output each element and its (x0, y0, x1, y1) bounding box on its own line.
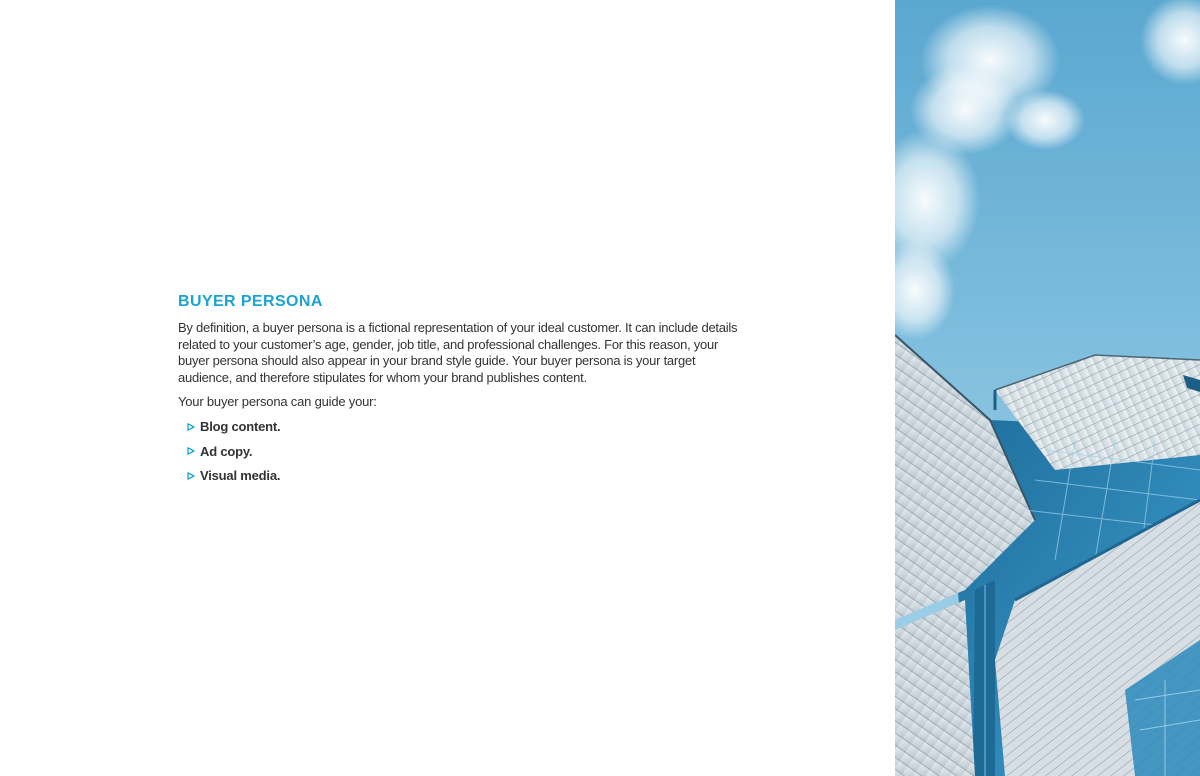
list-item (187, 419, 738, 435)
building-and-sky-photo (895, 0, 1200, 776)
guide-list (178, 419, 738, 484)
triangle-arrow-icon (187, 443, 199, 459)
list-item (187, 468, 738, 484)
list-item (187, 443, 738, 459)
definition-paragraph: By definition, a buyer persona is a fictional representation of your ideal customer. It can include details related to your customer’s age, gender, job title, and professional challenges. For this reason, your buyer persona should also appear in your brand style guide. Your buyer persona is your target audience, and therefore stipulates for whom your brand publishes content. (178, 320, 738, 385)
triangle-arrow-icon (187, 468, 199, 484)
section-heading: BUYER PERSONA (178, 293, 323, 310)
triangle-arrow-icon (187, 419, 199, 435)
list-item-label: Visual media. (200, 468, 281, 484)
list-item-label: Ad copy. (200, 443, 253, 459)
buyer-persona-section (178, 292, 738, 492)
guide-lead-in: Your buyer persona can guide your: (178, 394, 377, 410)
list-item-label: Blog content. (200, 419, 281, 435)
